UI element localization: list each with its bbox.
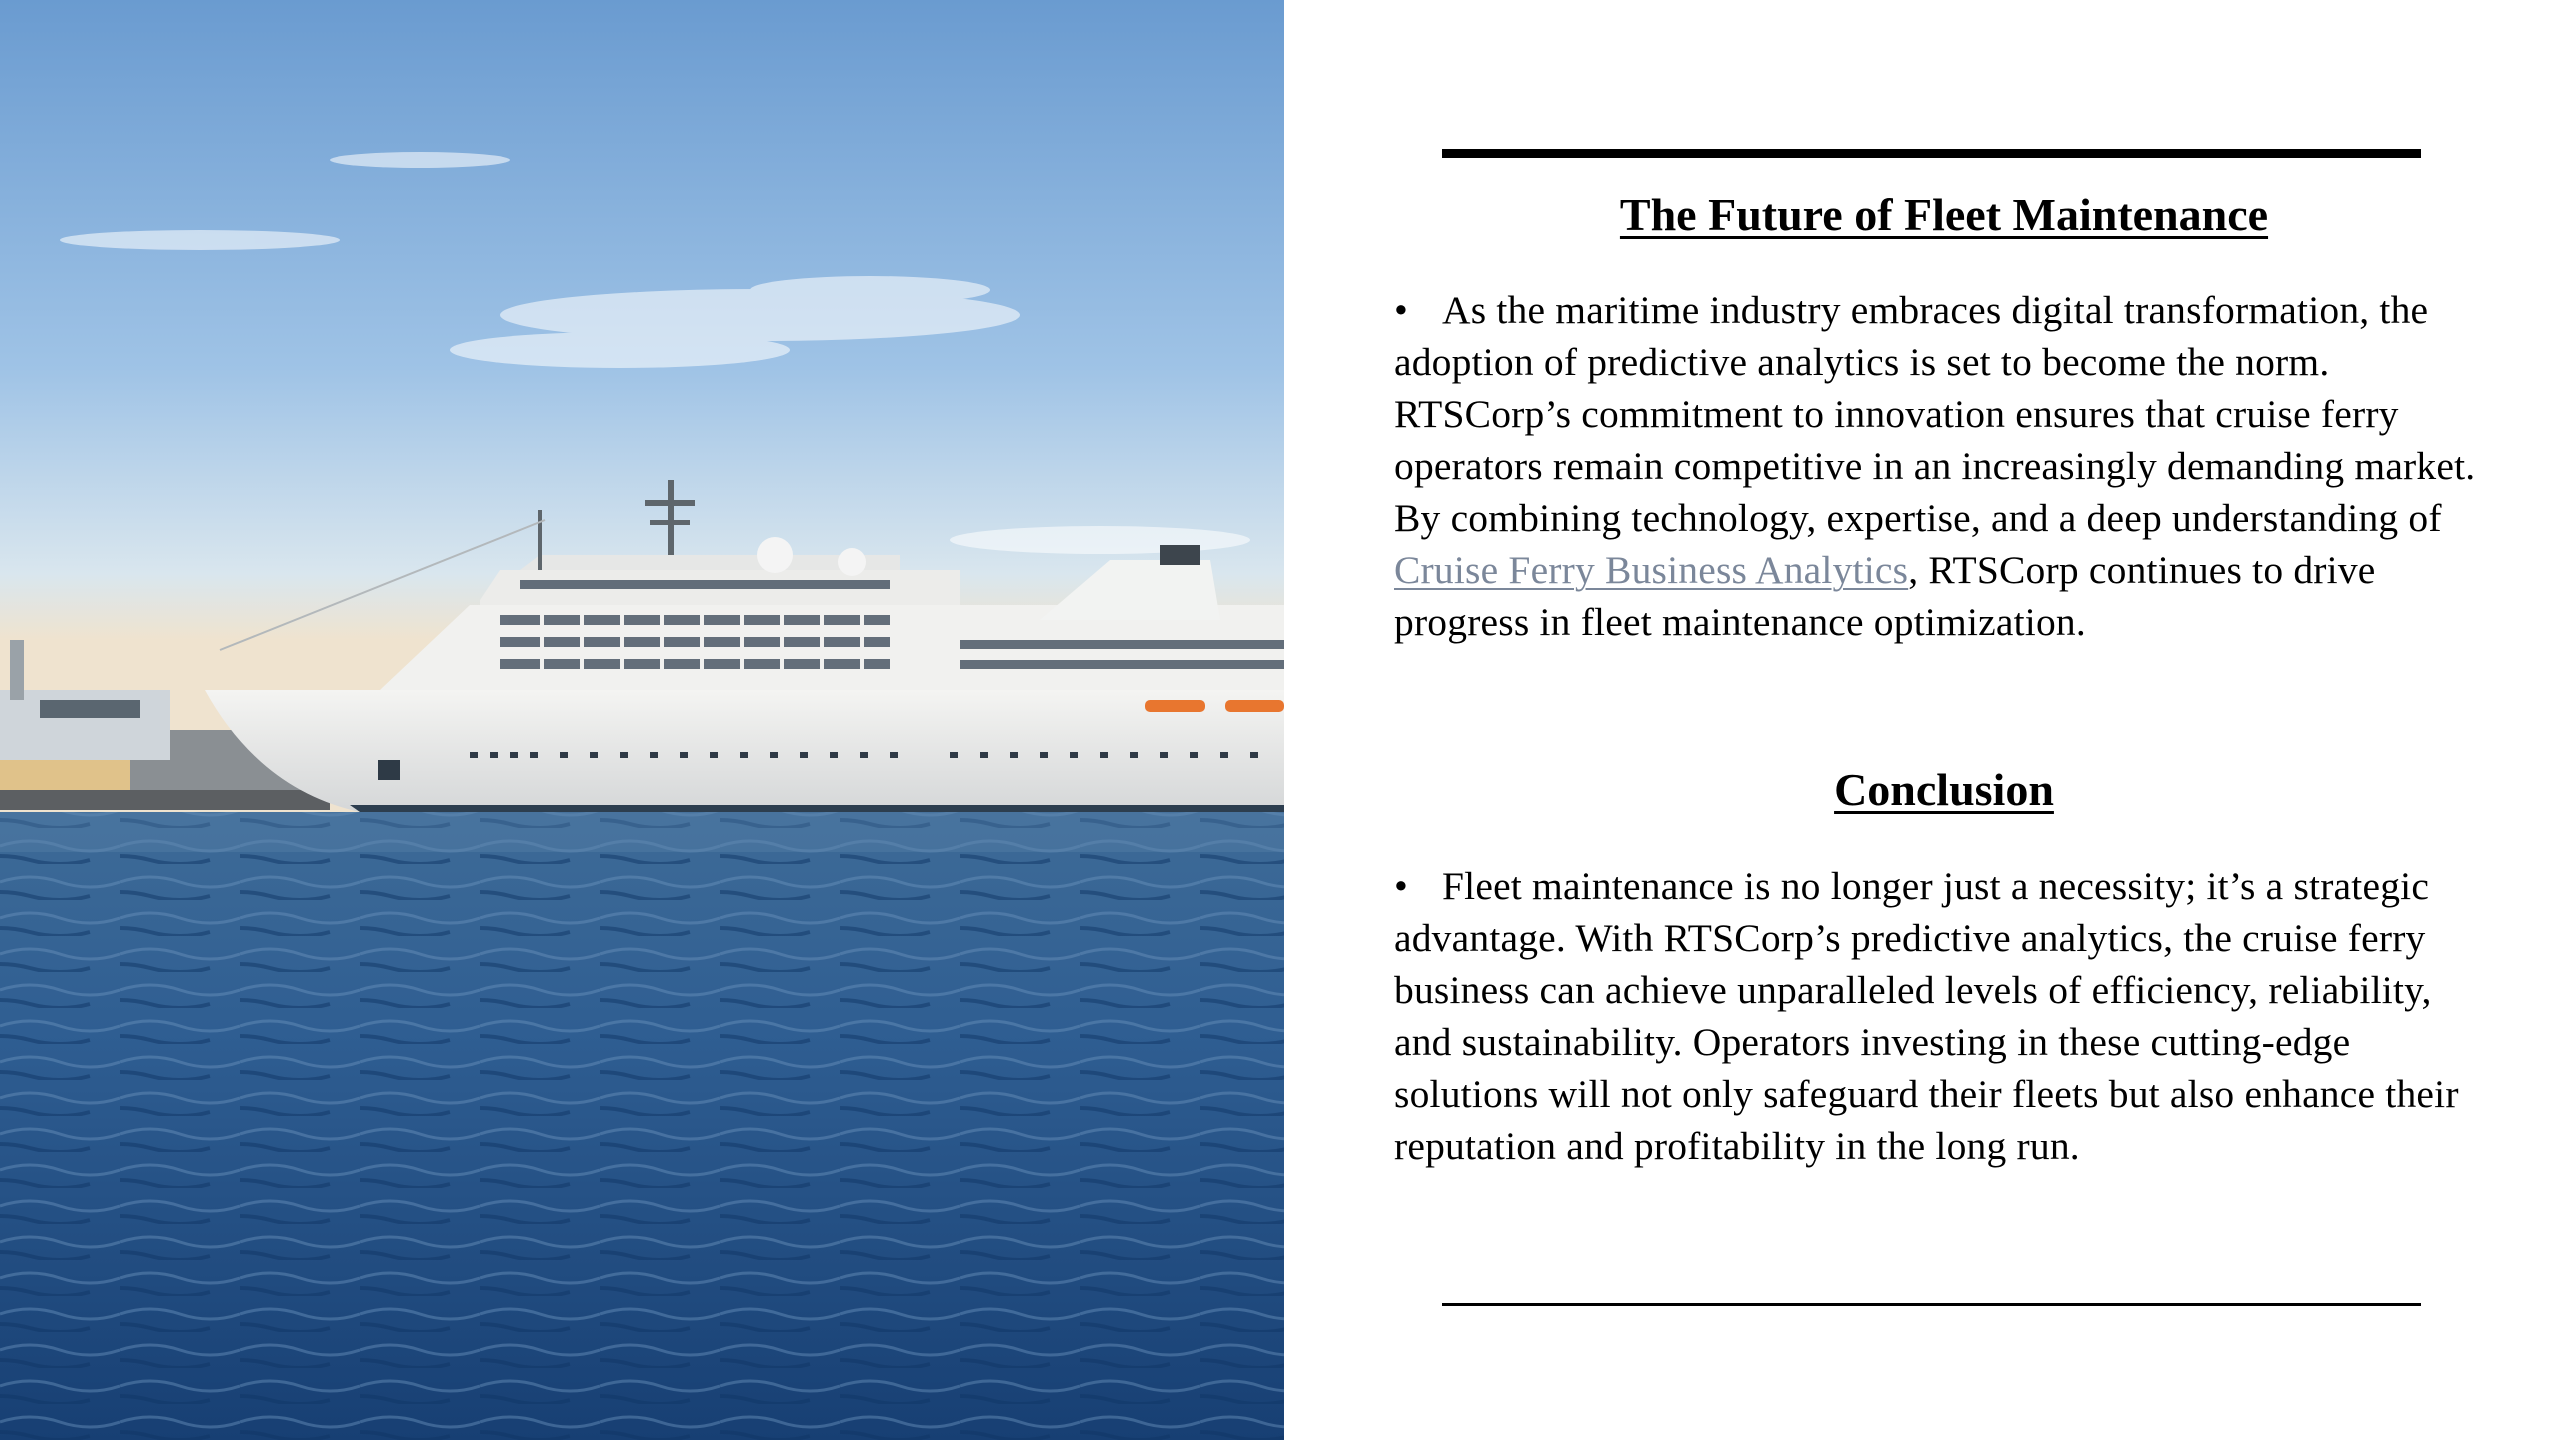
top-divider bbox=[1442, 149, 2421, 158]
section-heading-future: The Future of Fleet Maintenance bbox=[1619, 189, 2269, 240]
bullet-marker: • bbox=[1394, 288, 1409, 332]
section-heading-conclusion: Conclusion bbox=[1834, 764, 2054, 815]
bottom-divider bbox=[1442, 1303, 2421, 1306]
paragraph-conclusion bbox=[1394, 860, 2484, 1172]
text-panel bbox=[1284, 0, 2560, 1440]
paragraph-conclusion-text: Fleet maintenance is no longer just a necessity; it’s a strategic advantage. With RTSCorp’s predictive analytics, the cruise ferry business can achieve unparalleled levels of efficiency, reliability, and sustainability. Operators investing in these cutting-edge solutions will not only safeguard their fleets but also enhance their reputation and profitability in the long run. bbox=[1394, 864, 2459, 1168]
paragraph-future-text-end: , RTSCorp continues to drive progress in fleet maintenance optimization. bbox=[1394, 548, 2376, 644]
paragraph-future bbox=[1394, 284, 2484, 648]
bullet-marker: • bbox=[1394, 864, 1409, 908]
cruise-ferry-analytics-link[interactable]: Cruise Ferry Business Analytics bbox=[1394, 548, 1909, 592]
paragraph-future-text: As the maritime industry embraces digital transformation, the adoption of predictive analytics is set to become the norm. RTSCorp’s commitment to innovation ensures that cruise ferry operators remain competitive in an increasingly demanding market. By combining technology, expertise, and a deep understanding of bbox=[1394, 288, 2476, 540]
